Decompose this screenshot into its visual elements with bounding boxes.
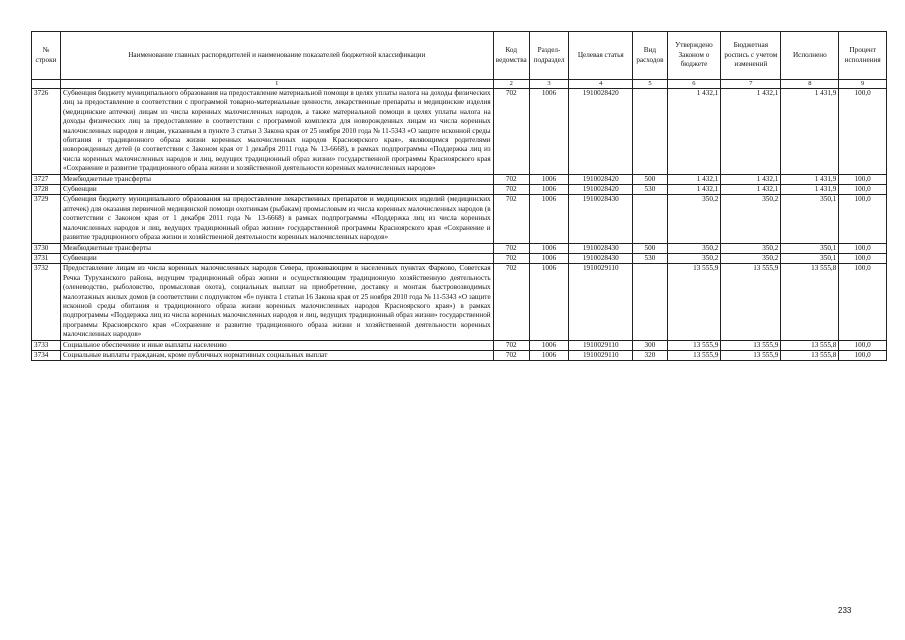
row-dept-code: 702 [493, 340, 529, 350]
row-budget-plan: 350,2 [721, 195, 781, 243]
row-number: 3730 [32, 243, 61, 253]
row-target-article: 1910028420 [569, 174, 633, 184]
table-body [32, 89, 887, 361]
header-percent: Процент исполнения [839, 32, 887, 80]
header-target-article: Целевая статья [569, 32, 633, 80]
row-budget-plan: 13 555,9 [721, 350, 781, 360]
row-expense-type: 500 [633, 243, 667, 253]
row-percent: 100,0 [839, 340, 887, 350]
header-dept-code: Код ведомства [493, 32, 529, 80]
table-header-row [32, 32, 887, 80]
row-target-article: 1910029110 [569, 264, 633, 340]
row-approved: 13 555,9 [667, 264, 721, 340]
table-row [32, 264, 887, 340]
row-dept-code: 702 [493, 89, 529, 175]
page-number: 233 [838, 606, 852, 615]
row-name: Предоставление лицам из числа коренных малочисленных народов Севера, проживающим в населенных пунктах Фарково, Советская Речка Туруханского района, ведущим традиционный образ жизни и осуществляющим традиционную хозяйственную деятельность (оленеводство, рыболовство, промысловая охота), социальных выплат на приобретение, доставку и монтаж быстровозводимых малоэтажных жилых домов (в соответствии с подпунктом «б» пункта 1 статьи 16 Закона края от 25 ноября 2010 года № 11-5343 «О защите исконной среды обитания и традиционного образа жизни коренных малочисленных народов Красноярского края») в рамках подпрограммы «Поддержка лиц из числа коренных малочисленных народов и лиц, ведущих традиционный образ жизни» государственной программы Красноярского края «Сохранение и развитие традиционного образа жизни и хозяйственной деятельности коренных малочисленных народов» [60, 264, 493, 340]
row-executed: 13 555,8 [781, 340, 839, 350]
row-expense-type: 320 [633, 350, 667, 360]
row-dept-code: 702 [493, 264, 529, 340]
row-section: 1006 [529, 174, 568, 184]
row-executed: 350,1 [781, 243, 839, 253]
budget-execution-table [31, 31, 887, 361]
row-target-article: 1910029110 [569, 350, 633, 360]
column-number: 4 [569, 80, 633, 89]
row-budget-plan: 350,2 [721, 253, 781, 263]
row-budget-plan: 350,2 [721, 243, 781, 253]
row-approved: 1 432,1 [667, 174, 721, 184]
row-target-article: 1910028420 [569, 185, 633, 195]
row-section: 1006 [529, 264, 568, 340]
column-number: 5 [633, 80, 667, 89]
row-percent: 100,0 [839, 89, 887, 175]
row-number: 3733 [32, 340, 61, 350]
header-expense-type: Вид расходов [633, 32, 667, 80]
column-number: 8 [781, 80, 839, 89]
row-percent: 100,0 [839, 243, 887, 253]
row-budget-plan: 13 555,9 [721, 264, 781, 340]
table-row [32, 89, 887, 175]
row-number: 3732 [32, 264, 61, 340]
row-target-article: 1910029110 [569, 340, 633, 350]
row-name: Субвенция бюджету муниципального образования на предоставление лекарственных препаратов и медицинских изделий (медицинских аптечек) для оказания первичной медицинской помощи охотникам (рыбакам) промысловым из числа коренных малочисленных народов (в соответствии с Законом края от 1 декабря 2011 года № 13-6668) в рамках подпрограммы «Поддержка лиц из числа коренных малочисленных народов и лиц, ведущих традиционный образ жизни» государственной программы Красноярского края «Сохранение и развитие традиционного образа жизни и хозяйственной деятельности коренных малочисленных народов» [60, 195, 493, 243]
row-approved: 1 432,1 [667, 185, 721, 195]
header-budget-plan: Бюджетная роспись с учетом изменений [721, 32, 781, 80]
row-number: 3734 [32, 350, 61, 360]
row-name: Межбюджетные трансферты [60, 243, 493, 253]
row-section: 1006 [529, 253, 568, 263]
row-name: Субвенции [60, 253, 493, 263]
row-budget-plan: 1 432,1 [721, 89, 781, 175]
row-percent: 100,0 [839, 185, 887, 195]
row-executed: 350,1 [781, 253, 839, 263]
row-section: 1006 [529, 350, 568, 360]
column-number: 1 [60, 80, 493, 89]
row-approved: 13 555,9 [667, 350, 721, 360]
row-section: 1006 [529, 340, 568, 350]
row-dept-code: 702 [493, 174, 529, 184]
row-percent: 100,0 [839, 253, 887, 263]
column-number: 7 [721, 80, 781, 89]
table-row [32, 350, 887, 360]
row-name: Межбюджетные трансферты [60, 174, 493, 184]
row-executed: 1 431,9 [781, 89, 839, 175]
row-dept-code: 702 [493, 253, 529, 263]
row-executed: 13 555,8 [781, 350, 839, 360]
row-target-article: 1910028430 [569, 253, 633, 263]
column-number [32, 80, 61, 89]
row-expense-type: 530 [633, 185, 667, 195]
row-target-article: 1910028430 [569, 195, 633, 243]
row-expense-type [633, 195, 667, 243]
table-row [32, 185, 887, 195]
row-budget-plan: 1 432,1 [721, 185, 781, 195]
row-name: Субвенции [60, 185, 493, 195]
table-row [32, 340, 887, 350]
row-percent: 100,0 [839, 174, 887, 184]
row-approved: 350,2 [667, 195, 721, 243]
row-target-article: 1910028430 [569, 243, 633, 253]
row-percent: 100,0 [839, 350, 887, 360]
row-number: 3729 [32, 195, 61, 243]
row-section: 1006 [529, 89, 568, 175]
row-percent: 100,0 [839, 264, 887, 340]
row-name: Социальное обеспечение и иные выплаты населению [60, 340, 493, 350]
row-expense-type [633, 89, 667, 175]
row-name: Социальные выплаты гражданам, кроме публичных нормативных социальных выплат [60, 350, 493, 360]
row-executed: 1 431,9 [781, 185, 839, 195]
row-expense-type: 530 [633, 253, 667, 263]
row-budget-plan: 13 555,9 [721, 340, 781, 350]
column-number: 3 [529, 80, 568, 89]
row-section: 1006 [529, 195, 568, 243]
row-number: 3728 [32, 185, 61, 195]
header-name: Наименование главных распорядителей и наименование показателей бюджетной классификации [60, 32, 493, 80]
row-number: 3731 [32, 253, 61, 263]
row-executed: 1 431,9 [781, 174, 839, 184]
column-number-row [32, 80, 887, 89]
table-row [32, 195, 887, 243]
row-section: 1006 [529, 243, 568, 253]
row-number: 3727 [32, 174, 61, 184]
row-executed: 350,1 [781, 195, 839, 243]
row-number: 3726 [32, 89, 61, 175]
header-executed: Исполнено [781, 32, 839, 80]
row-section: 1006 [529, 185, 568, 195]
table-row [32, 174, 887, 184]
column-number: 9 [839, 80, 887, 89]
row-approved: 13 555,9 [667, 340, 721, 350]
row-percent: 100,0 [839, 195, 887, 243]
row-dept-code: 702 [493, 350, 529, 360]
row-expense-type [633, 264, 667, 340]
header-approved: Утверждено Законом о бюджете [667, 32, 721, 80]
table-row [32, 243, 887, 253]
row-target-article: 1910028420 [569, 89, 633, 175]
row-approved: 1 432,1 [667, 89, 721, 175]
row-dept-code: 702 [493, 185, 529, 195]
column-number: 6 [667, 80, 721, 89]
header-row-number: № строки [32, 32, 61, 80]
column-number: 2 [493, 80, 529, 89]
row-expense-type: 500 [633, 174, 667, 184]
row-dept-code: 702 [493, 243, 529, 253]
table-row [32, 253, 887, 263]
row-approved: 350,2 [667, 253, 721, 263]
row-name: Субвенция бюджету муниципального образования на предоставление материальной помощи в целях уплаты налога на доходы физических лиц за предоставление в соответствии с программой товарно-материальные ценности, лекарственные препараты и медицинские изделия (медицинские аптечки) лицам из числа коренных малочисленных народов, а также материальной помощи в целях уплаты налога на доходы физических лиц за предоставление в соответствии с программой комплекта для новорожденных лицам из числа коренных малочисленных народов и лицам, указанным в пункте 3 статьи 3 Закона края от 25 ноября 2010 года № 11-5343 «О защите исконной среды обитания и традиционного образа жизни коренных малочисленных народов Красноярского края», являющимся родителями новорожденных детей (в соответствии с Законом края от 1 декабря 2011 года № 13-6668), в рамках подпрограммы «Поддержка лиц из числа коренных малочисленных народов и лиц, ведущих традиционный образ жизни» государственной программы Красноярского края «Сохранение и развитие традиционного образа жизни и хозяйственной деятельности коренных малочисленных народов» [60, 89, 493, 175]
row-budget-plan: 1 432,1 [721, 174, 781, 184]
row-expense-type: 300 [633, 340, 667, 350]
row-dept-code: 702 [493, 195, 529, 243]
row-executed: 13 555,8 [781, 264, 839, 340]
header-section: Раздел-подраздел [529, 32, 568, 80]
row-approved: 350,2 [667, 243, 721, 253]
